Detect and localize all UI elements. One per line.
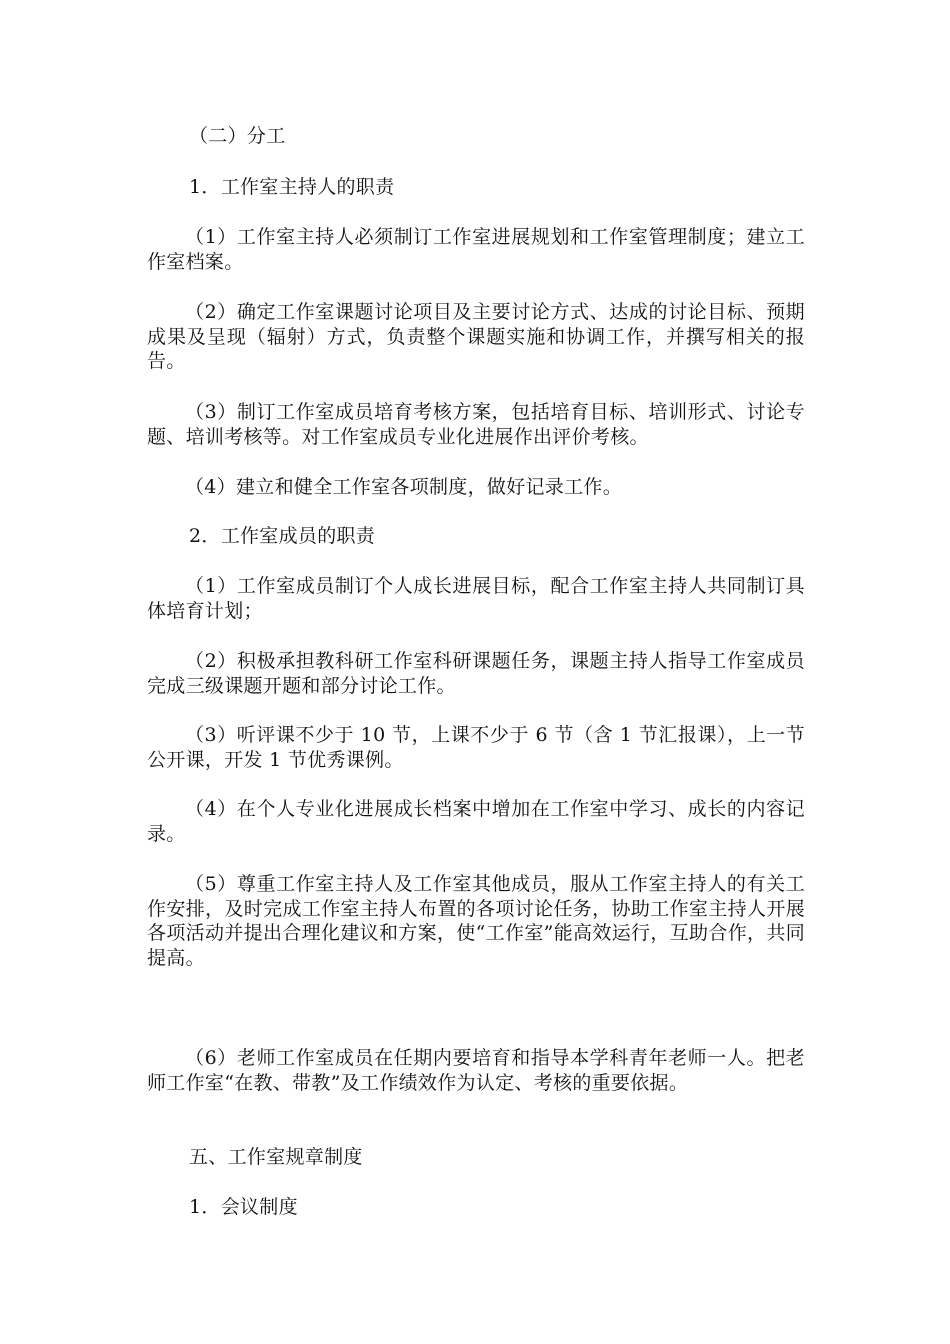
subsection-heading-member-duties: 2．工作室成员的职责 bbox=[189, 525, 376, 547]
subsection-heading-meeting-rules: 1．会议制度 bbox=[189, 1196, 298, 1218]
section-heading-rules: 五、工作室规章制度 bbox=[189, 1146, 363, 1168]
paragraph-host-duty-2: （2）确定工作室课题讨论项目及主要讨论方式、达成的讨论目标、预期成果及呈现（辐射）方式，负责整个课题实施和协调工作，并撰写相关的报告。 bbox=[147, 301, 805, 372]
paragraph-host-duty-1: （1）工作室主持人必须制订工作室进展规划和工作室管理制度；建立工作室档案。 bbox=[147, 226, 805, 273]
subsection-heading-host-duties: 1．工作室主持人的职责 bbox=[189, 176, 395, 198]
paragraph-member-duty-1: （1）工作室成员制订个人成长进展目标，配合工作室主持人共同制订具体培育计划； bbox=[147, 575, 805, 622]
paragraph-host-duty-4: （4）建立和健全工作室各项制度，做好记录工作。 bbox=[185, 476, 622, 498]
section-heading-division: （二）分工 bbox=[189, 125, 286, 147]
paragraph-member-duty-4: （4）在个人专业化进展成长档案中增加在工作室中学习、成长的内容记录。 bbox=[147, 798, 805, 845]
paragraph-member-duty-6: （6）老师工作室成员在任期内要培育和指导本学科青年老师一人。把老师工作室“在教、带教”及工作绩效作为认定、考核的重要依据。 bbox=[147, 1047, 805, 1094]
paragraph-member-duty-5: （5）尊重工作室主持人及工作室其他成员，服从工作室主持人的有关工作安排，及时完成工作室主持人布置的各项讨论任务，协助工作室主持人开展各项活动并提出合理化建议和方案，使“工作室”能高效运行，互助合作，共同提高。 bbox=[147, 873, 805, 969]
paragraph-host-duty-3: （3）制订工作室成员培育考核方案，包括培育目标、培训形式、讨论专题、培训考核等。对工作室成员专业化进展作出评价考核。 bbox=[147, 401, 805, 448]
paragraph-member-duty-2: （2）积极承担教科研工作室科研课题任务，课题主持人指导工作室成员完成三级课题开题和部分讨论工作。 bbox=[147, 650, 805, 697]
paragraph-member-duty-3: （3）听评课不少于 10 节，上课不少于 6 节（含 1 节汇报课），上一节公开课，开发 1 节优秀课例。 bbox=[147, 724, 805, 771]
